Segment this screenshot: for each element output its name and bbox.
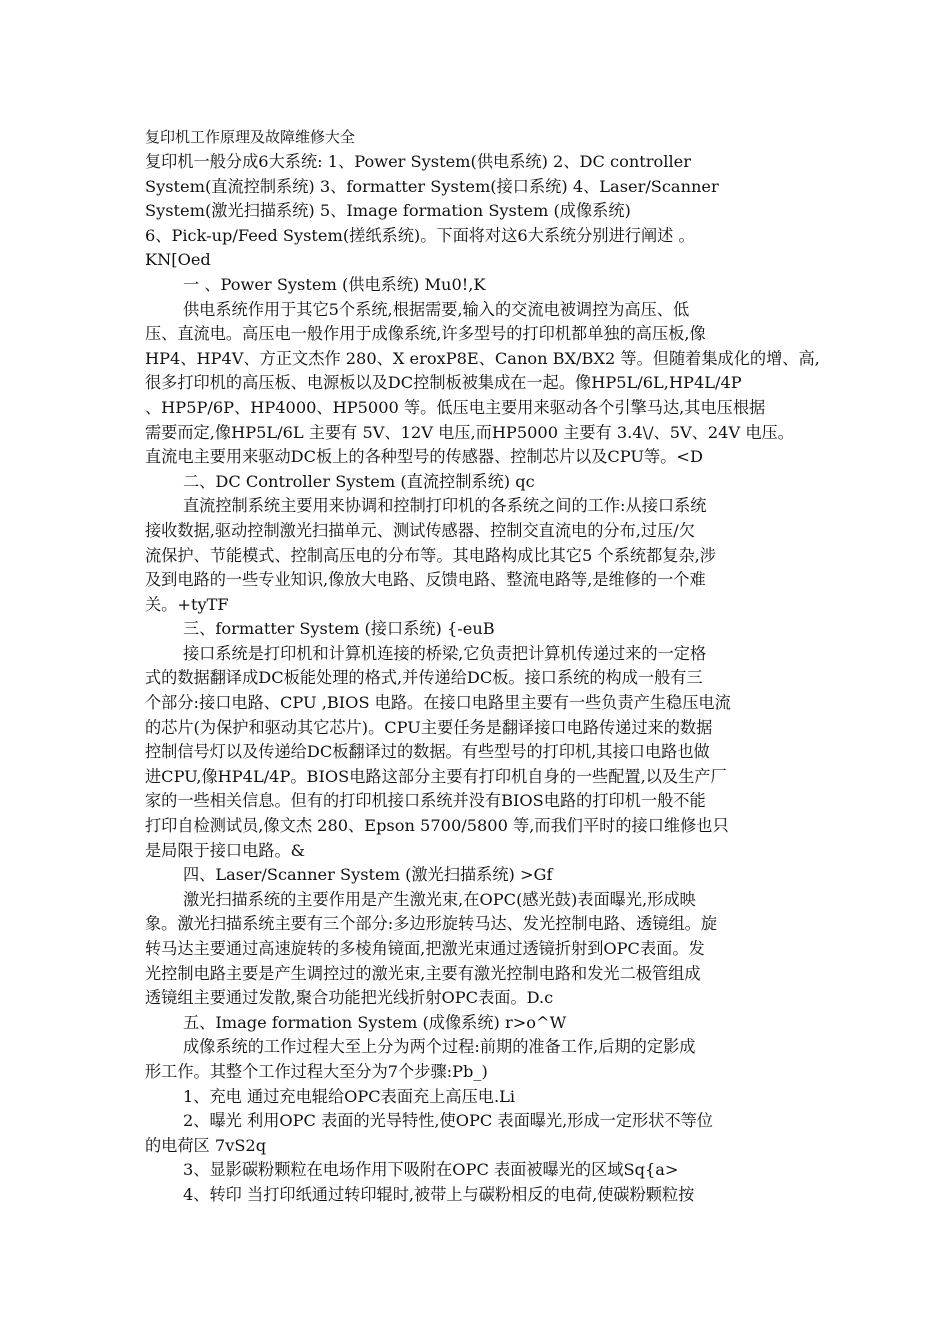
text-line: KN[Oed bbox=[145, 250, 211, 270]
text-line: 复印机一般分成6大系统: 1、Power System(供电系统) 2、DC controller bbox=[145, 152, 691, 171]
text-line: 一 、Power System (供电系统) Mu0!,K bbox=[183, 274, 486, 294]
text-line: 1、充电 通过充电辊给OPC表面充上高压电.Li bbox=[183, 1086, 516, 1106]
text-line: 3、显影碳粉颗粒在电场作用下吸附在OPC 表面被曝光的区域Sq{a> bbox=[183, 1160, 679, 1180]
text-line: 五、Image formation System (成像系统) r>o^W bbox=[183, 1012, 567, 1032]
text-line: 关。+tyTF bbox=[145, 594, 229, 614]
text-line: 二、DC Controller System (直流控制系统) qc bbox=[183, 471, 535, 491]
text-line: 4、转印 当打印纸通过转印辊时,被带上与碳粉相反的电荷,使碳粉颗粒按 bbox=[183, 1184, 695, 1204]
text-line: 流保护、节能模式、控制高压电的分布等。其电路构成比其它5 个系统都复杂,涉 bbox=[145, 545, 716, 565]
text-line: 激光扫描系统的主要作用是产生激光束,在OPC(感光鼓)表面曝光,形成映 bbox=[183, 889, 696, 909]
text-line: 三、formatter System (接口系统) {-euB bbox=[183, 619, 495, 639]
text-line: 控制信号灯以及传递给DC板翻译过的数据。有些型号的打印机,其接口电路也做 bbox=[145, 742, 710, 762]
text-line: 的电荷区 7vS2q bbox=[145, 1135, 267, 1155]
text-line: 透镜组主要通过发散,聚合功能把光线折射OPC表面。D.c bbox=[145, 988, 554, 1008]
text-line: 接口系统是打印机和计算机连接的桥梁,它负责把计算机传递过来的一定格 bbox=[183, 643, 707, 663]
text-line: 成像系统的工作过程大至上分为两个过程:前期的准备工作,后期的定影成 bbox=[183, 1037, 696, 1057]
text-line: 象。激光扫描系统主要有三个部分:多边形旋转马达、发光控制电路、透镜组。旋 bbox=[145, 914, 718, 934]
text-line: 需要而定,像HP5L/6L 主要有 5V、12V 电压,而HP5000 主要有 3.4\/、5V、24V 电压。 bbox=[145, 422, 794, 442]
text-line: 形工作。其整个工作过程大至分为7个步骤:Pb_) bbox=[145, 1061, 488, 1081]
document-title: 复印机工作原理及故障维修大全 bbox=[145, 128, 356, 146]
text-line: 打印自检测试员,像文杰 280、Epson 5700/5800 等,而我们平时的接口维修也只 bbox=[145, 816, 729, 836]
text-line: 、HP5P/6P、HP4000、HP5000 等。低压电主要用来驱动各个引擎马达,其电压根据 bbox=[145, 397, 766, 417]
text-line: 2、曝光 利用OPC 表面的光导特性,使OPC 表面曝光,形成一定形状不等位 bbox=[183, 1111, 713, 1131]
text-line: 很多打印机的高压板、电源板以及DC控制板被集成在一起。像HP5L/6L,HP4L/4P bbox=[145, 373, 742, 393]
text-line: HP4、HP4V、方正文杰作 280、X eroxP8E、Canon BX/BX2 等。但随着集成化的增、高, bbox=[145, 348, 820, 368]
text-line: 直流控制系统主要用来协调和控制打印机的各系统之间的工作:从接口系统 bbox=[183, 496, 707, 516]
text-line: 光控制电路主要是产生调控过的激光束,主要有激光控制电路和发光二极管组成 bbox=[145, 963, 701, 983]
text-line: 是局限于接口电路。& bbox=[145, 840, 306, 860]
text-line: 进CPU,像HP4L/4P。BIOS电路这部分主要有打印机自身的一些配置,以及生产厂 bbox=[145, 766, 727, 786]
text-line: 的芯片(为保护和驱动其它芯片)。CPU主要任务是翻译接口电路传递过来的数据 bbox=[145, 717, 713, 737]
text-line: System(直流控制系统) 3、formatter System(接口系统) 4、Laser/Scanner bbox=[145, 176, 719, 196]
text-line: 供电系统作用于其它5个系统,根据需要,输入的交流电被调控为高压、低 bbox=[183, 299, 690, 319]
text-line: 及到电路的一些专业知识,像放大电路、反馈电路、整流电路等,是维修的一个难 bbox=[145, 570, 706, 590]
text-line: 个部分:接口电路、CPU ,BIOS 电路。在接口电路里主要有一些负责产生稳压电流 bbox=[145, 693, 731, 713]
text-line: 转马达主要通过高速旋转的多棱角镜面,把激光束通过透镜折射到OPC表面。发 bbox=[145, 939, 705, 958]
text-line: System(激光扫描系统) 5、Image formation System (成像系统) bbox=[145, 201, 631, 221]
document-body bbox=[145, 150, 820, 1208]
text-line: 四、Laser/Scanner System (激光扫描系统) >Gf bbox=[183, 865, 553, 885]
text-line: 压、直流电。高压电一般作用于成像系统,许多型号的打印机都单独的高压板,像 bbox=[145, 324, 706, 344]
text-line: 6、Pick-up/Feed System(搓纸系统)。下面将对这6大系统分别进行阐述 。 bbox=[145, 225, 695, 245]
text-line: 接收数据,驱动控制激光扫描单元、测试传感器、控制交直流电的分布,过压/欠 bbox=[145, 520, 695, 540]
text-line: 家的一些相关信息。但有的打印机接口系统并没有BIOS电路的打印机一般不能 bbox=[145, 791, 706, 811]
text-line: 式的数据翻译成DC板能处理的格式,并传递给DC板。接口系统的构成一般有三 bbox=[145, 668, 703, 688]
text-line: 直流电主要用来驱动DC板上的各种型号的传感器、控制芯片以及CPU等。<D bbox=[145, 447, 703, 467]
